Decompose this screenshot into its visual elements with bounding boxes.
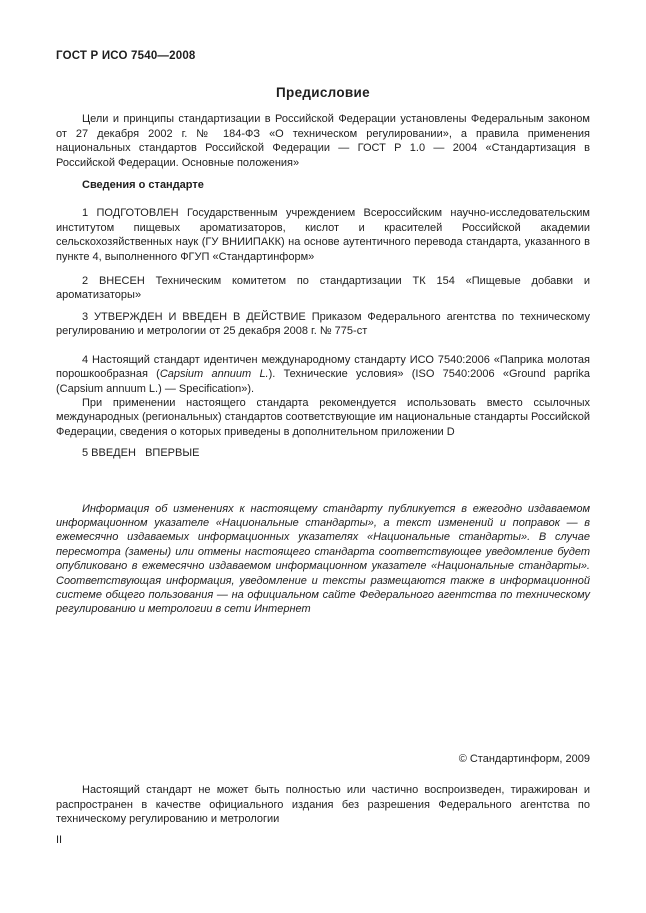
intro-paragraph: Цели и принципы стандартизации в Российской Федерации установлены Федеральным законом от 27 декабря 2002 г. № 184-ФЗ «О техническом регулировании», а правила применения национальных стандартов Российской Федерации — ГОСТ Р 1.0 — 2004 «Стандартизация в Российской Федерации. Основные положения» — [56, 113, 590, 169]
standard-info-item-4 — [56, 353, 590, 396]
standard-info-item-5: 5 ВВЕДЕН ВПЕРВЫЕ — [82, 447, 200, 460]
item-4-text-end: ). Технические условия» (ISO 7540:2006 «Ground paprika (Capsium annuum L.) — Specification»). — [56, 368, 590, 395]
reproduction-disclaimer: Настоящий стандарт не может быть полностью или частично воспроизведен, тиражирован и распространен в качестве официального издания без разрешения Федерального агентства по техническому регулированию и метрологии — [56, 784, 590, 826]
page-title: Предисловие — [276, 85, 370, 101]
changes-info-note: Информация об изменениях к настоящему стандарту публикуется в ежегодно издаваемом информационном указателе «Национальные стандарты», а текст изменений и поправок — в ежемесячно издаваемых информационных указателях «Национальные стандарты». В случае пересмотра (замены) или отмены настоящего стандарта соответствующее уведомление будет опубликовано в ежемесячно издаваемом информационном указателе «Национальные стандарты». Соответствующая информация, уведомление и тексты размещаются также в информационной системе общего пользования — на официальном сайте Федерального агентства по техническому регулированию и метрологии в сети Интернет — [56, 502, 590, 616]
page-number: II — [56, 833, 63, 846]
standard-info-item-1: 1 ПОДГОТОВЛЕН Государственным учреждением Всероссийским научно-исследовательским институтом пищевых ароматизаторов, кислот и красителей Российской академии сельскохозяйственных наук (ГУ ВНИИПАКК) на основе аутентичного перевода стандарта, указанного в пункте 4, выполненного ФГУП «Стандартинформ» — [56, 207, 590, 263]
item-4-latin-name: Capsium annuum L. — [159, 368, 269, 381]
doc-number: ГОСТ Р ИСО 7540—2008 — [56, 50, 196, 62]
item-4-text-start: 4 Настоящий стандарт идентичен международному стандарту ИСО 7540:2006 «Паприка молотая порошкообразная ( — [56, 353, 590, 381]
standard-info-item-3: 3 УТВЕРЖДЕН И ВВЕДЕН В ДЕЙСТВИЕ Приказом Федерального агентства по техническому регулированию и метрологии от 25 декабря 2008 г. № 775-ст — [56, 310, 590, 338]
copyright-line: © Стандартинформ, 2009 — [458, 753, 590, 765]
standard-info-item-2: 2 ВНЕСЕН Техническим комитетом по стандартизации ТК 154 «Пищевые добавки и ароматизаторы» — [56, 275, 590, 302]
standard-info-item-4-note: При применении настоящего стандарта рекомендуется использовать вместо ссылочных международных (региональных) стандартов соответствующие им национальные стандарты Российской Федерации, сведения о которых приведены в дополнительном приложении D — [56, 396, 590, 438]
section-heading-standard-info: Сведения о стандарте — [82, 179, 204, 192]
page-footer — [56, 752, 590, 847]
